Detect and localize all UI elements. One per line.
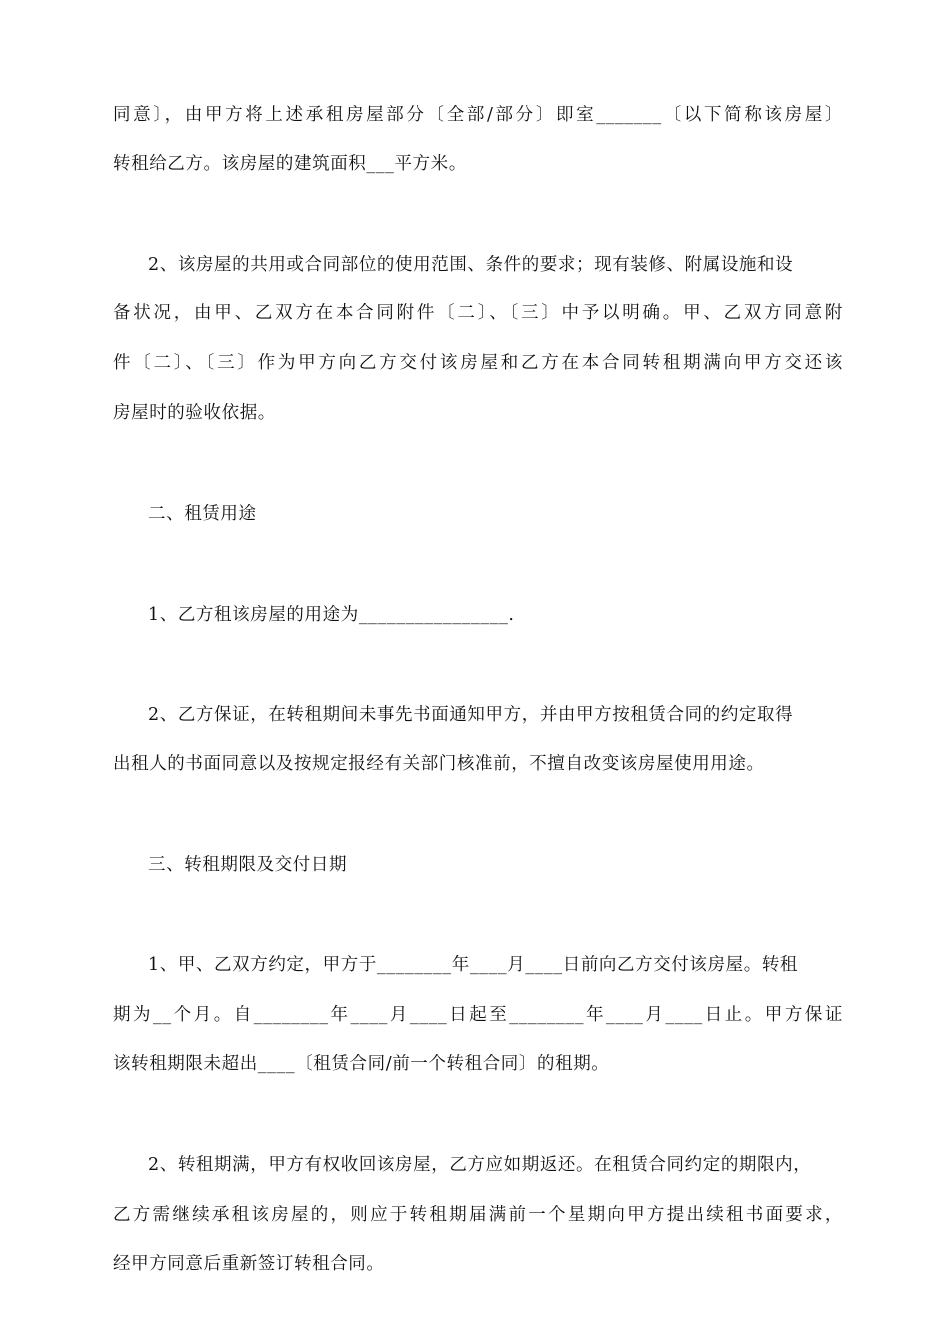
paragraph-line: 房屋时的验收依据。 <box>113 403 276 423</box>
paragraph-line: 1、乙方租该房屋的用途为________________. <box>148 605 515 625</box>
paragraph-line: 2、该房屋的共用或合同部位的使用范围、条件的要求；现有装修、附属设施和设 <box>148 255 794 275</box>
paragraph-line: 乙方需继续承租该房屋的，则应于转租期届满前一个星期向甲方提出续租书面要求， <box>113 1205 843 1225</box>
paragraph-line: 期为__个月。自________年____月____日起至________年____月____日止。甲方保证 <box>113 1005 843 1025</box>
section-heading: 二、租赁用途 <box>148 504 257 524</box>
paragraph-line: 转租给乙方。该房屋的建筑面积___平方米。 <box>113 154 467 174</box>
paragraph-line: 该转租期限未超出____〔租赁合同/前一个转租合同〕的租期。 <box>113 1054 610 1074</box>
paragraph-line: 2、转租期满，甲方有权收回该房屋，乙方应如期返还。在租赁合同约定的期限内， <box>148 1155 812 1175</box>
paragraph-line: 1、甲、乙双方约定，甲方于________年____月____日前向乙方交付该房屋。转租 <box>148 955 799 975</box>
section-heading: 三、转租期限及交付日期 <box>148 855 348 875</box>
paragraph-line: 同意〕，由甲方将上述承租房屋部分〔全部/部分〕即室_______〔以下简称该房屋〕 <box>113 105 843 125</box>
paragraph-line: 件〔二〕、〔三〕作为甲方向乙方交付该房屋和乙方在本合同转租期满向甲方交还该 <box>113 353 843 373</box>
paragraph-line: 2、乙方保证，在转租期间未事先书面通知甲方，并由甲方按租赁合同的约定取得 <box>148 705 794 725</box>
paragraph-line: 经甲方同意后重新签订转租合同。 <box>113 1254 385 1274</box>
paragraph-line: 备状况，由甲、乙双方在本合同附件〔二〕、〔三〕中予以明确。甲、乙双方同意附 <box>113 303 843 323</box>
paragraph-line: 出租人的书面同意以及按规定报经有关部门核准前，不擅自改变该房屋使用用途。 <box>113 754 765 774</box>
